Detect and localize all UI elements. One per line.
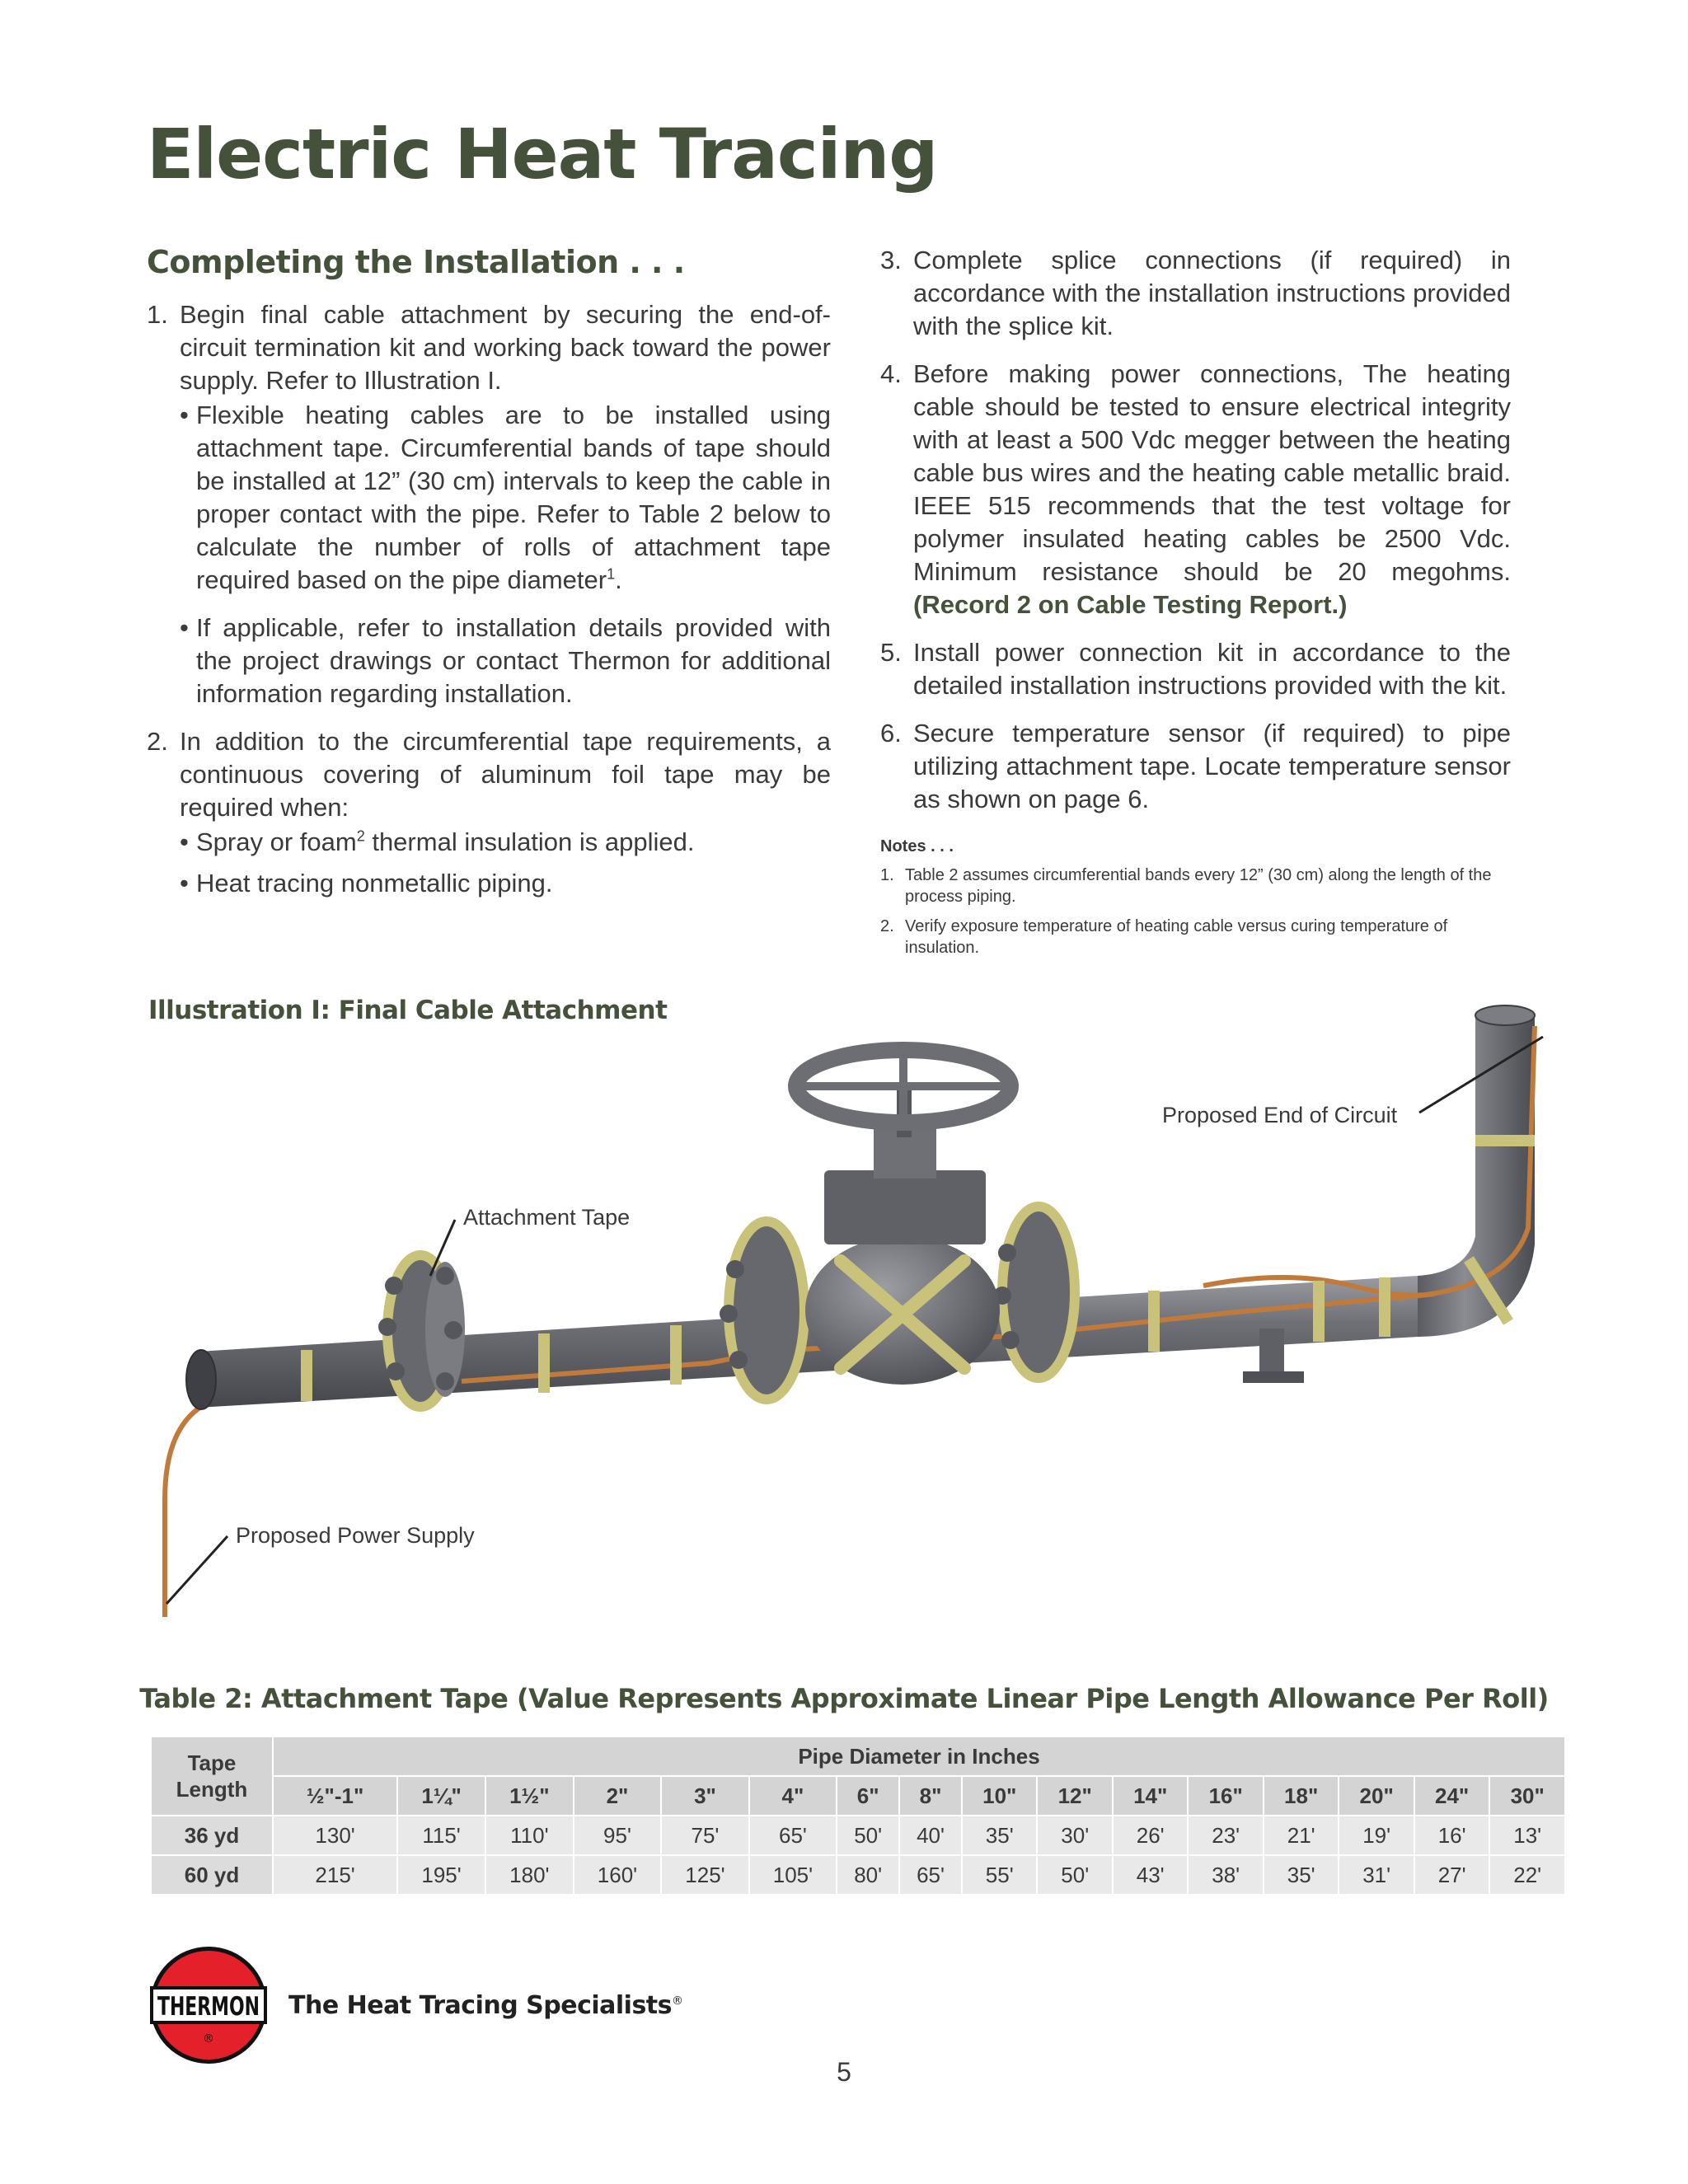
table-cell: 30': [1037, 1816, 1112, 1855]
bullet-item: • Heat tracing nonmetallic piping.: [180, 869, 553, 898]
table-cell: 115': [397, 1816, 485, 1855]
diameter-header: 1¼": [397, 1776, 485, 1816]
list-item: 3. Complete splice connections (if required) in accordance with the installation instructions provided with the splice kit.: [880, 246, 1511, 340]
tape-length-cell: 60 yd: [151, 1855, 273, 1895]
table-cell: 180': [485, 1855, 574, 1895]
elbow-pipe: [1418, 1015, 1535, 1337]
table-cell: 13': [1489, 1816, 1565, 1855]
table-cell: 16': [1414, 1816, 1489, 1855]
table-cell: 35': [1264, 1855, 1339, 1895]
bullet-item: • Spray or foam$^2$ thermal insulation is applied.: [180, 827, 695, 856]
notes-title: Notes . . .: [880, 837, 954, 855]
table-cell: 40': [899, 1816, 962, 1855]
thermon-logo: [147, 1943, 270, 2067]
pipe-illustration: [0, 989, 1688, 1632]
table-cell: 50': [837, 1816, 899, 1855]
page-number: 5: [837, 2057, 851, 2087]
section-heading: Completing the Installation . . .: [147, 244, 685, 280]
table-cell: 80': [837, 1855, 899, 1895]
table-title: Table 2: Attachment Tape (Value Represents Approximate Linear Pipe Length Allowance Per Roll): [139, 1683, 1549, 1714]
table-cell: 22': [1489, 1855, 1565, 1895]
table-cell: 35': [962, 1816, 1037, 1855]
diameter-header: 12": [1037, 1776, 1112, 1816]
bullet-item: • Flexible heating cables are to be installed using attachment tape. Circumferential bands of tape should be installed at 12” (30 cm) intervals to keep the cable in proper contact with the pipe. Refer to Table 2 below to calculate the number of rolls of attachment tape required based on the pipe diameter$^1$.: [180, 401, 831, 594]
table-cell: 215': [273, 1855, 397, 1895]
list-item: 6. Secure temperature sensor (if required) to pipe utilizing attachment tape. Locate temperature sensor as shown on page 6.: [880, 719, 1511, 813]
table-corner-header: Tape Length: [151, 1736, 273, 1816]
callout-attachment-tape: Attachment Tape: [463, 1205, 631, 1230]
table-cell: 130': [273, 1816, 397, 1855]
diameter-header: 16": [1188, 1776, 1263, 1816]
diameter-header: 8": [899, 1776, 962, 1816]
leader-power-supply: [166, 1536, 227, 1604]
right-column: [880, 244, 1511, 967]
diameter-header: 24": [1414, 1776, 1489, 1816]
table-cell: 110': [485, 1816, 574, 1855]
table-cell: 125': [661, 1855, 748, 1895]
table-cell: 43': [1113, 1855, 1188, 1895]
table-cell: 65': [899, 1855, 962, 1895]
table-cell: 105': [749, 1855, 837, 1895]
table-cell: 19': [1339, 1816, 1414, 1855]
table-cell: 75': [661, 1816, 748, 1855]
table-body: [151, 1816, 1565, 1895]
table-cell: 95': [574, 1816, 661, 1855]
diameter-header: 20": [1339, 1776, 1414, 1816]
list-item-text: In addition to the circumferential tape requirements, a continuous covering of aluminum foil tape may be required when:: [180, 727, 831, 822]
callout-power-supply: Proposed Power Supply: [236, 1523, 475, 1548]
diameter-header: 1½": [485, 1776, 574, 1816]
table-cell: 21': [1264, 1816, 1339, 1855]
table-cell: 55': [962, 1855, 1037, 1895]
power-cable: [165, 1381, 462, 1617]
table-row: [151, 1816, 1565, 1855]
note-item: 2. Verify exposure temperature of heating cable versus curing temperature of insulation.: [880, 917, 1448, 957]
diameter-header: 30": [1489, 1776, 1565, 1816]
tagline: The Heat Tracing Specialists®: [288, 1991, 683, 2020]
callout-end-of-circuit: Proposed End of Circuit: [1162, 1103, 1398, 1127]
valve-flange-left: [729, 1221, 804, 1399]
attachment-tape-table: [150, 1736, 1566, 1896]
left-column: [147, 244, 831, 915]
table-cell: 26': [1113, 1816, 1188, 1855]
list-item: 2. In addition to the circumferential tape requirements, a continuous covering of aluminum foil tape may be required when: • Spray or foam$^2$ thermal insulation is applied. • Heat tracing nonmetallic piping.: [147, 725, 831, 900]
table-group-header: Pipe Diameter in Inches: [273, 1736, 1565, 1776]
list-item: 1. Begin final cable attachment by securing the end-of-circuit termination kit and working back toward the power supply. Refer to Illustration I. • Flexible heating cables are to be installed using attachment tape. Circumferential bands of tape should be installed at 12” (30 cm) intervals to keep the cable in proper contact with the pipe. Refer to Table 2 below to calculate the number of rolls of attachment tape required based on the pipe diameter$^1$. • If applicable, refer to installation details provided with the project drawings or contact Thermon for additional information regarding installation.: [147, 298, 831, 710]
diameter-header: 3": [661, 1776, 748, 1816]
list-item: 4. Before making power connections, The heating cable should be tested to ensure electrical integrity with at least a 500 Vdc megger between the heating cable bus wires and the heating cable metallic braid. IEEE 515 recommends that the test voltage for polymer insulated heating cables be 2500 Vdc. Minimum resistance should be 20 megohms. (Record 2 on Cable Testing Report.): [880, 359, 1511, 619]
bullet-item: • If applicable, refer to installation details provided with the project drawings or contact Thermon for additional information regarding installation.: [180, 613, 831, 708]
diameter-header: 6": [837, 1776, 899, 1816]
table-cell: 65': [749, 1816, 837, 1855]
table-cell: 50': [1037, 1855, 1112, 1895]
diameter-header: 14": [1113, 1776, 1188, 1816]
page-title: Electric Heat Tracing: [147, 114, 938, 194]
diameter-header: 10": [962, 1776, 1037, 1816]
table-cell: 23': [1188, 1816, 1263, 1855]
diameter-header-row: [151, 1776, 1565, 1816]
list-item: 5. Install power connection kit in accordance to the detailed installation instructions provided with the kit.: [880, 638, 1511, 700]
diameter-header: 2": [574, 1776, 661, 1816]
table-row: [151, 1855, 1565, 1895]
illustration-title: Illustration I: Final Cable Attachment: [148, 996, 668, 1025]
note-item: 1. Table 2 assumes circumferential bands every 12” (30 cm) along the length of the process piping.: [880, 866, 1492, 906]
logo-text: THERMON: [157, 1992, 260, 2022]
tape-length-cell: 36 yd: [151, 1816, 273, 1855]
table-cell: 195': [397, 1855, 485, 1895]
logo-registered-mark: ®: [203, 2032, 214, 2046]
table-cell: 27': [1414, 1855, 1489, 1895]
diameter-header: 18": [1264, 1776, 1339, 1816]
record-note: (Record 2 on Cable Testing Report.): [913, 590, 1348, 619]
table-cell: 31': [1339, 1855, 1414, 1895]
valve-flange-right: [1002, 1207, 1075, 1378]
list-item-text: Begin final cable attachment by securing the end-of-circuit termination kit and working back toward the power supply. Refer to Illustration I.: [180, 300, 831, 395]
diameter-header: ½"-1": [273, 1776, 397, 1816]
table-cell: 38': [1188, 1855, 1263, 1895]
diameter-header: 4": [749, 1776, 837, 1816]
table-cell: 160': [574, 1855, 661, 1895]
